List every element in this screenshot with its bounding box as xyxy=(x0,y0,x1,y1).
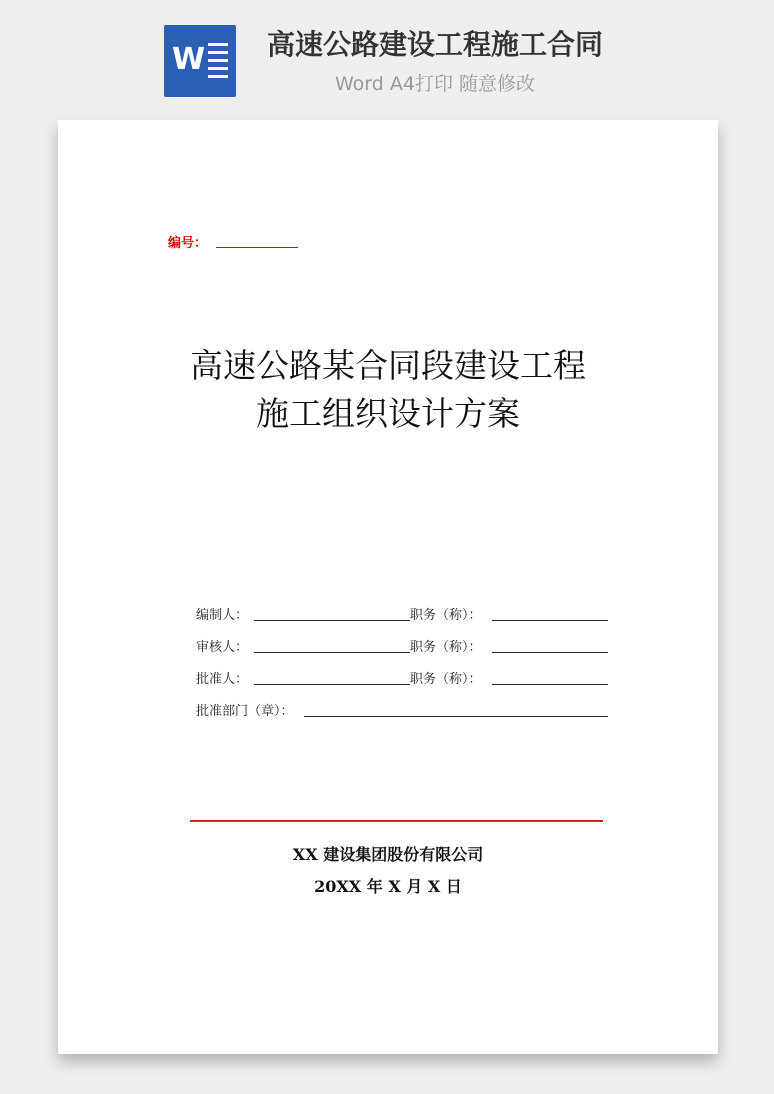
approver-position-field[interactable] xyxy=(492,684,608,685)
title-line-1: 高速公路某合同段建设工程 xyxy=(190,346,586,385)
document-number-blank[interactable] xyxy=(216,247,298,248)
header-subtitle: Word A4打印 随意修改 xyxy=(334,73,535,95)
document-date: 20XX 年 X 月 X 日 xyxy=(314,877,462,896)
approver-field[interactable] xyxy=(254,684,410,685)
document-title xyxy=(58,342,718,438)
document-number-label: 编号： xyxy=(168,236,208,251)
title-line-2: 施工组织设计方案 xyxy=(256,394,520,433)
red-divider xyxy=(190,820,603,822)
document-page xyxy=(58,120,718,1054)
department-label: 批准部门（章）： xyxy=(196,704,294,719)
word-logo-letter: W xyxy=(172,42,206,77)
reviewer-row xyxy=(196,636,616,668)
compiler-row xyxy=(196,604,616,636)
approver-label: 批准人： xyxy=(196,672,249,687)
reviewer-field[interactable] xyxy=(254,652,410,653)
approver-position-label: 职务（称）： xyxy=(410,672,482,687)
reviewer-position-field[interactable] xyxy=(492,652,608,653)
compiler-position-label: 职务（称）： xyxy=(410,608,482,623)
department-row xyxy=(196,700,616,732)
header-title: 高速公路建设工程施工合同 xyxy=(266,28,603,61)
reviewer-label: 审核人： xyxy=(196,640,249,655)
signature-form xyxy=(196,604,616,732)
compiler-label: 编制人： xyxy=(196,608,249,623)
approver-row xyxy=(196,668,616,700)
company-name: XX 建设集团股份有限公司 xyxy=(292,845,484,864)
department-field[interactable] xyxy=(304,716,608,717)
word-document-icon xyxy=(164,25,236,97)
compiler-field[interactable] xyxy=(254,620,410,621)
reviewer-position-label: 职务（称）： xyxy=(410,640,482,655)
compiler-position-field[interactable] xyxy=(492,620,608,621)
header-banner xyxy=(0,0,774,110)
